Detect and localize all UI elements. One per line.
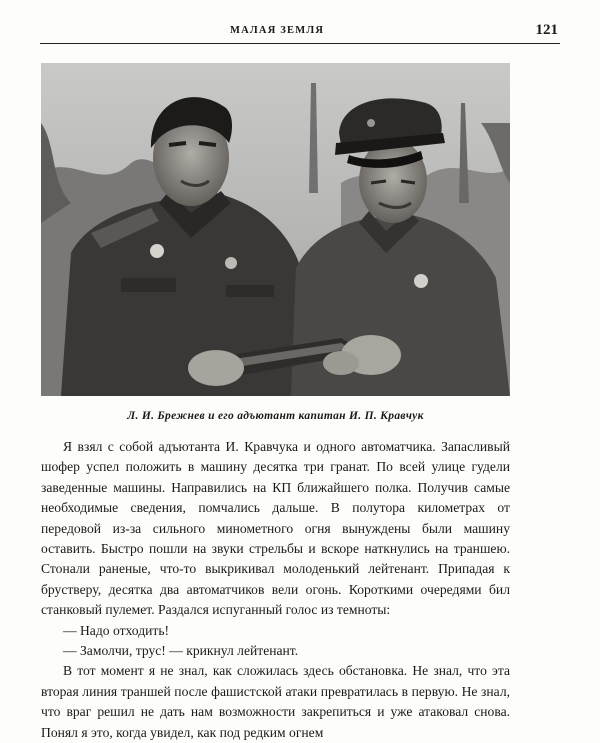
photo-brezhnev-kravchuk	[41, 63, 510, 396]
photo-caption: Л. И. Брежнев и его адъютант капитан И. П. Кравчук	[127, 410, 424, 422]
dialog-line: — Надо отходить!	[63, 622, 170, 638]
running-title: МАЛАЯ ЗЕМЛЯ	[230, 25, 325, 36]
page-number: 121	[535, 22, 558, 38]
body-text	[41, 437, 510, 743]
paragraph: Я взял с собой адъютанта И. Кравчука и одного автоматчика. Запасливый шофер успел положить в машину десятка три гранат. По всей улице гудели заведенные машины. Направились на КП ближайшего полка. Получив самые необходимые сведения, помчались дальше. В полутора километрах от передовой из-за сильного минометного огня вынуждены были машину оставить. Быстро пошли на звуки стрельбы и вскоре наткнулись на траншею. Стонали раненые, что-то выкрикивал молоденький лейтенант. Припадая к брустверу, десятка два автоматчиков вели огонь. Короткими очередями бил станковый пулемет. Раздался испуганный голос из темноты:	[41, 439, 510, 618]
page-header	[40, 22, 560, 42]
paragraph: В тот момент я не знал, как сложилась здесь обстановка. Не знал, что эта вторая линия траншей после фашистской атаки превратилась в первую. Не знал, что враг решил не дать нам возможности закрепиться и уже атаковал снова. Понял я это, когда увидел, как под редким огнем	[41, 663, 510, 740]
dialog-line: — Замолчи, трус! — крикнул лейтенант.	[63, 643, 299, 659]
header-rule	[40, 43, 560, 44]
